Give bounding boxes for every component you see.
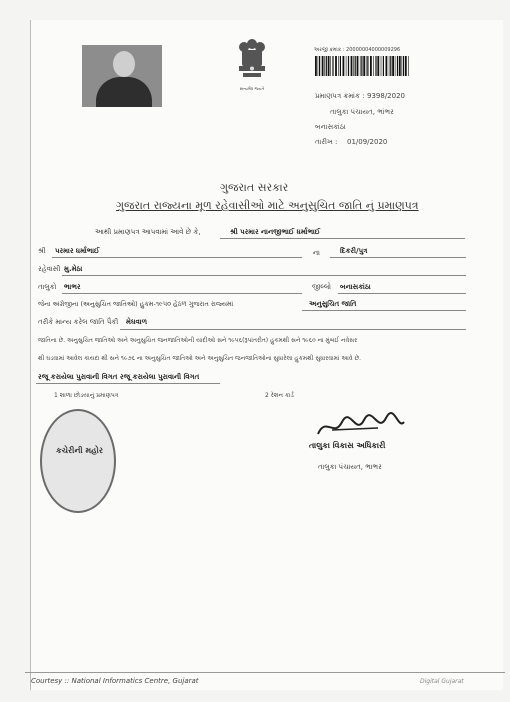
taluka-value: ભાભર xyxy=(64,283,81,291)
proof-details: રજૂ કરાયેલા પુરાવાની વિગત રજૂ કરાયેલા પુરાવાની વિગત xyxy=(38,373,200,381)
district-value: બનાસકાંઠા xyxy=(340,283,371,291)
office-seal xyxy=(40,409,116,513)
relation-value: દિકરી/પુત્ર xyxy=(340,247,368,255)
signature xyxy=(308,410,408,444)
legal-paragraph-1: જાતિના છે. અનુસુચિત જાતિઓ અને અનુસુચિત જનજાતિઓની યાદીઓ સને ૧૯૫૬(રૂપાંતરીત) હુકમથી સને ૧૯૬૦ ના મુંબઈ નવેસર xyxy=(38,337,358,344)
caste-category: અનુસુચિત જાતિ xyxy=(309,300,357,308)
national-emblem-icon xyxy=(234,36,270,86)
attachment-1: 1 શાળા છોડયાનું પ્રમાણપત્ર xyxy=(54,392,119,399)
signing-officer: તાલુકા વિકાસ અધિકારી xyxy=(309,441,386,450)
shri-label: શ્રી xyxy=(38,247,46,255)
caste-label: તરીકે માન્ય કરેલ જાતિ પૈકી xyxy=(38,318,119,326)
certificate-title: ગુજરાત રાજ્યના મૂળ રહેવાસીઓ માટે અનુસુચિત જાતિ નું પ્રમાણપત્ર xyxy=(116,199,419,212)
certificate-number-label: પ્રમાણપત્ર ક્રમાંક : xyxy=(315,92,365,100)
footer-brand: Digital Gujarat xyxy=(420,678,464,685)
district-label: જીલ્લો xyxy=(312,283,331,291)
footer-courtesy: Courtesy :: National Informatics Centre, Gujarat xyxy=(31,677,199,685)
seal-text: કચેરીની મહોર xyxy=(56,446,103,455)
taluka-label: તાલુકો xyxy=(38,283,57,291)
relation-prefix: ના xyxy=(313,249,320,257)
caste-value: મેઘવાળ xyxy=(126,318,148,326)
district-line: બનાસકાંઠા xyxy=(315,123,346,131)
certificate-number: 9398/2020 xyxy=(367,92,405,100)
resident-value: મુ.મેઠા xyxy=(64,265,83,273)
child-name: પરમાર ધર્માભાઈ xyxy=(55,247,100,255)
application-number: અરજી ક્રમાંક : 20000004000009296 xyxy=(314,47,401,53)
issuer-line: તાલુકા પંચાયત, ભાંભર xyxy=(330,108,394,116)
footer-rule xyxy=(25,672,505,673)
legal-paragraph-2: થી ઘડવામાં આવેલ કાયદા થી સને ૧૯૭૬ ના અનુસુચિત જાતિઓ અને અનુસુચિત જનજાતિઓના સુધારેલા હુકમથી સુધારવામાં આવે છે. xyxy=(38,355,362,362)
barcode xyxy=(315,56,411,76)
order-text: જેના અંગ્રેજીના (અનુસુચિત જાતિઓ) હુકમ-૧૯૫૦ હેઠળ ગુજરાત રાજ્યમાં xyxy=(38,300,234,308)
attachment-2: 2 રેશન કાર્ડ xyxy=(265,392,294,399)
resident-label: રહેવાસી xyxy=(38,265,61,273)
applicant-photo xyxy=(82,45,162,107)
emblem-caption: સત્યમેવ જયતે xyxy=(239,86,265,91)
government-heading: ગુજરાત સરકાર xyxy=(220,181,289,194)
certificate-date: 01/09/2020 xyxy=(347,138,388,146)
date-label: તારીખ : xyxy=(315,138,338,146)
signing-office: તાલુકા પંચાયત, ભાભર xyxy=(318,463,382,471)
applicant-name: શ્રી પરમાર નાનજીભાઈ ધર્માભાઈ xyxy=(230,228,321,236)
intro-label: આથી પ્રમાણપત્ર આપવામાં આવે છે કે, xyxy=(95,228,201,236)
